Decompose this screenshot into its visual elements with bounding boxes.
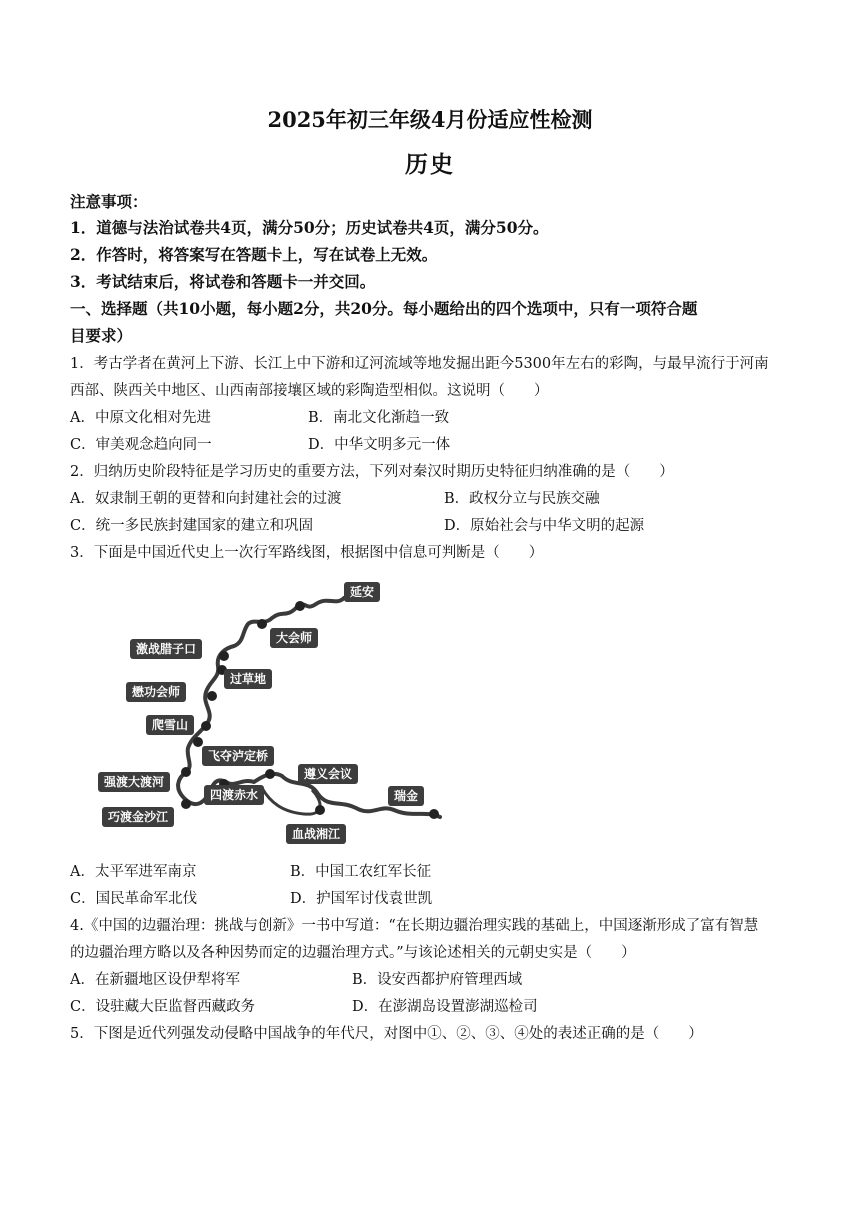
q1-option-d[interactable]: D．中华文明多元一体 [308, 437, 451, 453]
notice-item-1: 1．道德与法治试卷共4页，满分50分；历史试卷共4页，满分50分。 [70, 218, 549, 237]
node-maogong [207, 691, 217, 701]
q3-option-b[interactable]: B．中国工农红军长征 [290, 864, 432, 880]
q3-stem: 3．下面是中国近代史上一次行军路线图，根据图中信息可判断是（ ） [70, 545, 544, 561]
map-label-jinshajiang: 巧渡金沙江 [102, 807, 174, 827]
section-heading-line2: 目要求） [70, 326, 133, 345]
q2-option-a[interactable]: A．奴隶制王朝的更替和向封建社会的过渡 [70, 491, 342, 507]
map-label-chishui: 四渡赤水 [204, 785, 264, 805]
map-label-maogong: 懋功会师 [126, 682, 186, 702]
map-label-yanan: 延安 [344, 582, 380, 602]
route-branch [262, 788, 320, 814]
node-dahuishi [257, 619, 267, 629]
node-yanan [295, 601, 305, 611]
node-ruijin [429, 809, 439, 819]
q4-stem-line1: 4.《中国的边疆治理：挑战与创新》一书中写道：“在长期边疆治理实践的基础上，中国逐渐形成了富有智慧 [70, 918, 759, 934]
section-heading-line1: 一、选择题（共10小题，每小题2分，共20分。每小题给出的四个选项中，只有一项符合题 [70, 299, 698, 318]
node-daduhe [181, 767, 191, 777]
q1-option-b[interactable]: B．南北文化渐趋一致 [308, 410, 450, 426]
q4-option-c[interactable]: C．设驻藏大臣监督西藏政务 [70, 999, 256, 1015]
q1-stem-line1: 1．考古学者在黄河上下游、长江上中下游和辽河流域等地发掘出距今5300年左右的彩陶，与最早流行于河南 [70, 356, 769, 372]
q3-option-d[interactable]: D．护国军讨伐袁世凯 [290, 891, 433, 907]
q2-stem: 2．归纳历史阶段特征是学习历史的重要方法，下列对秦汉时期历史特征归纳准确的是（ ） [70, 464, 674, 480]
q5-stem: 5．下图是近代列强发动侵略中国战争的年代尺，对图中①、②、③、④处的表述正确的是（ ） [70, 1026, 703, 1042]
q4-option-a[interactable]: A．在新疆地区设伊犁将军 [70, 972, 240, 988]
q2-option-c[interactable]: C．统一多民族封建国家的建立和巩固 [70, 518, 314, 534]
map-label-lazikou: 激战腊子口 [130, 639, 202, 659]
q1-stem-line2: 西部、陕西关中地区、山西南部接壤区域的彩陶造型相似。这说明（ ） [70, 383, 549, 399]
node-xueshan [201, 721, 211, 731]
exam-title: 2025年初三年级4月份适应性检测 [267, 107, 593, 132]
q1-option-a[interactable]: A．中原文化相对先进 [70, 410, 211, 426]
q4-stem-line2: 的边疆治理方略以及各种因势而定的边疆治理方式。”与该论述相关的元朝史实是（ ） [70, 945, 636, 961]
map-label-dahuishi: 大会师 [270, 628, 318, 648]
q3-option-a[interactable]: A．太平军进军南京 [70, 864, 197, 880]
subject-title: 历史 [405, 151, 455, 178]
map-label-zunyi: 遵义会议 [298, 764, 358, 784]
q4-option-d[interactable]: D．在澎湖岛设置澎湖巡检司 [352, 999, 538, 1015]
notice-heading: 注意事项： [70, 192, 148, 211]
node-zunyi [265, 769, 275, 779]
node-lazikou [219, 651, 229, 661]
notice-item-3: 3．考试结束后，将试卷和答题卡一并交回。 [70, 272, 376, 291]
map-label-xueshan: 爬雪山 [146, 715, 194, 735]
q3-option-c[interactable]: C．国民革命军北伐 [70, 891, 198, 907]
q2-option-d[interactable]: D．原始社会与中华文明的起源 [444, 518, 645, 534]
q2-option-b[interactable]: B．政权分立与民族交融 [444, 491, 600, 507]
q4-option-b[interactable]: B．设安西都护府管理西域 [352, 972, 523, 988]
map-label-luding: 飞夺泸定桥 [202, 746, 274, 766]
node-luding [193, 737, 203, 747]
node-jinshajiang [181, 799, 191, 809]
node-xiangjiang [315, 805, 325, 815]
notice-item-2: 2．作答时，将答案写在答题卡上，写在试卷上无效。 [70, 245, 438, 264]
map-label-caodi: 过草地 [224, 669, 272, 689]
map-label-ruijin: 瑞金 [388, 786, 424, 806]
map-label-xiangjiang: 血战湘江 [286, 824, 346, 844]
long-march-route-map [94, 572, 446, 850]
map-label-daduhe: 强渡大渡河 [98, 772, 170, 792]
q1-option-c[interactable]: C．审美观念趋向同一 [70, 437, 212, 453]
